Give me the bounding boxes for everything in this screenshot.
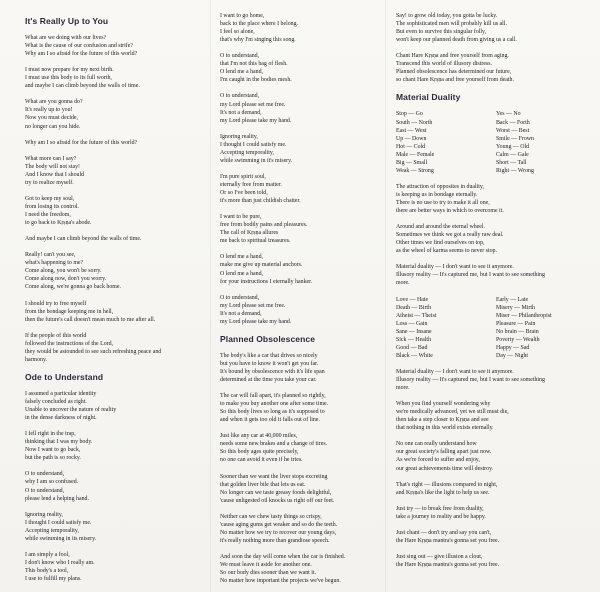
lyric-line: 'cause aging gums get weaker and so do the teeth. [220, 521, 338, 528]
lyric-line: If the people of this world [25, 332, 87, 339]
lyric-line: The sophisticated men will probably kill us all. [396, 21, 507, 28]
lyric-line: Illusory reality — It's captured me, but I want to see something [396, 272, 545, 279]
lyric-line: from losing its control. [25, 203, 79, 210]
stanza [25, 139, 205, 147]
lyric-line: and maybe I can climb beyond the walls of time. [25, 83, 140, 90]
lyric-line: The body will not stay! [25, 163, 80, 170]
lyric-line: Unable to uncover the nature of reality [25, 407, 117, 414]
stanza [396, 400, 576, 432]
lyric-line: followed the instructions of the Lord, [25, 340, 114, 347]
lyric-line: Accepting temporality, [25, 527, 79, 534]
column-left [25, 12, 205, 591]
lyric-line: But even to survive this singular folly, [396, 29, 487, 36]
lyric-line: then the future's call doesn't mean much to me after all. [25, 316, 156, 323]
song-title: Material Duality [396, 92, 461, 103]
lyric-line: I thought I could satisfy me. [220, 141, 287, 148]
stanza [25, 34, 205, 58]
lyric-line: O to understand, [220, 53, 260, 60]
lyric-line: that golden liver bile that lets us eat. [220, 481, 306, 488]
opposite-pair: Sick — Health [396, 336, 432, 343]
lyric-line: O to understand, [220, 93, 260, 100]
lyric-line: more. [396, 385, 410, 392]
lyric-line: Ignoring reality, [220, 133, 258, 140]
opposite-pair: South — North [396, 119, 433, 126]
opposite-pair: Love — Hate [396, 296, 429, 303]
lyric-line: Sooner than we want the liver stops excreting [220, 473, 328, 480]
lyric-line: Really! can't you see, [25, 252, 76, 259]
stanza [220, 352, 368, 384]
lyric-line: I thought I could satisfy me. [25, 519, 92, 526]
opposites-column-right [496, 296, 576, 360]
stanza [25, 390, 205, 422]
lyric-line: harmony. [25, 356, 48, 363]
lyric-line: O to understand, [220, 294, 260, 301]
column-middle [220, 12, 368, 592]
opposite-pair: Male — Female [396, 151, 435, 158]
lyric-line: my Lord please set me free. [220, 101, 286, 108]
lyric-line: Now I want to go back, [25, 447, 81, 454]
lyric-line: We must leave it aside for another one. [220, 562, 312, 569]
lyric-line: to make you buy another one after some time. [220, 401, 329, 408]
lyric-line: Come along, you won't be sorry. [25, 268, 102, 275]
lyric-line: And I know that I should [25, 171, 85, 178]
lyric-line: Just sing out — give illusion a clout, [396, 554, 483, 561]
opposites-list [396, 110, 576, 174]
lyric-line: The car will fall apart, it's planned so rightly, [220, 393, 326, 400]
lyric-line: I feel so alone, [220, 29, 255, 36]
lyric-line: free from bodily pains and pleasures. [220, 222, 308, 229]
lyric-line: while swimming in it's misery. [220, 157, 293, 164]
lyric-line: it's more than just childish chatter. [220, 198, 301, 205]
lyric-line: from the bondage keeping me in hell, [25, 308, 114, 315]
opposite-pair: Yes — No [496, 111, 521, 118]
lyric-line: So our body dies sooner than we want it. [220, 570, 317, 577]
lyric-line: I fell right in the trap, [25, 431, 76, 438]
opposite-pair: Black — White [396, 352, 433, 359]
stanza [25, 155, 205, 187]
stanza [396, 529, 576, 545]
lyric-line: but the path is so rocky. [25, 455, 81, 462]
opposites-column-right [496, 110, 576, 174]
lyric-line: So this body lives so long as it's supposed to [220, 409, 325, 416]
lyric-line: Just chant — don't try and say you can't, [396, 529, 492, 536]
lyric-line: Say! to grow old today, you gotta be lucky. [396, 13, 498, 19]
lyric-line: I want to go home, [220, 13, 265, 19]
lyric-line: And maybe I can climb beyond the walls of time. [25, 236, 142, 243]
lyric-line: It's really up to you! [25, 107, 73, 114]
lyric-line: eternally free from matter. [220, 181, 282, 188]
lyric-line: No matter how we try to recover our young days, [220, 529, 337, 536]
stanza [25, 430, 205, 462]
lyric-line: No one can really understand how [396, 441, 477, 448]
stanza [220, 294, 368, 326]
lyric-line: I'm pure spirit soul, [220, 173, 266, 180]
lyric-line: my Lord please take my hand. [220, 318, 292, 325]
lyric-line: it's really nothing more than grandiose speech. [220, 537, 330, 544]
opposite-pair: Day — Night [496, 352, 529, 359]
opposite-pair: Misery — Mirth [496, 304, 535, 311]
lyric-line: please lend a helping hand. [25, 495, 89, 502]
lyric-line: as the wheel of karma seems to never stop. [396, 248, 497, 255]
opposite-pair: Poverty — Wealth [496, 336, 540, 343]
lyric-line: thinking that I was my body. [25, 439, 93, 446]
lyric-line: It's not a demand, [220, 310, 262, 317]
stanza [25, 66, 205, 90]
stanza [25, 195, 205, 227]
lyric-line: make me give up material anchors. [220, 262, 303, 269]
stanza [396, 505, 576, 521]
lyric-line: there are better ways in which to overcome it. [396, 208, 504, 215]
lyric-line: then take a step closer to Kṛṣṇa and see [396, 417, 489, 424]
song-title: Planned Obsolescence [220, 333, 316, 344]
opposite-pair: No brain — Brain [496, 328, 539, 335]
stanza [220, 92, 368, 124]
lyric-line: what's happening to me? [25, 260, 84, 267]
opposite-pair: Stop — Go [396, 111, 423, 118]
opposite-pair: Right — Wrong [496, 167, 534, 174]
lyric-line: Around and around the eternal wheel. [396, 224, 485, 231]
opposite-pair: Smile — Frown [496, 135, 534, 142]
opposite-pair: Loss — Gain [396, 320, 428, 327]
stanza [25, 470, 205, 502]
lyric-line: needs some new brakes and a change of tires. [220, 441, 328, 448]
opposite-pair: Weak — Strong [396, 167, 434, 174]
lyric-line: O lend me a hand, [220, 254, 264, 261]
lyric-line: This body's a tool, [25, 568, 69, 574]
lyric-line: The body's like a car that drives so nicely [220, 352, 318, 359]
opposite-pair: Big — Small [396, 159, 428, 166]
opposite-pair: Miser — Philanthropist [496, 312, 552, 319]
opposites-list [396, 296, 576, 360]
lyric-line: I assumed a particular identity [25, 390, 97, 397]
lyric-line: they would be astounded to see such refreshing peace and [25, 348, 162, 355]
lyric-line: Why am I so afraid for the future of this world? [25, 51, 138, 58]
lyric-line: Why am I so afraid for the future of this world? [25, 139, 138, 146]
lyric-line: determined at the time you take your car. [220, 377, 317, 384]
stanza [396, 368, 576, 392]
opposite-pair: Pleasure — Pain [496, 320, 536, 327]
lyric-line: we're medically advanced, yet we still must die, [396, 409, 509, 416]
stanza [220, 52, 368, 84]
stanza [25, 251, 205, 291]
stanza [220, 133, 368, 165]
opposite-pair: Worst — Best [496, 127, 530, 134]
lyric-line: I must now prepare for my next birth. [25, 67, 114, 74]
lyric-line: that I'm not this bag of flesh. [220, 61, 288, 68]
lyric-line: that nothing in this world exists eternally. [396, 425, 494, 432]
stanza [220, 213, 368, 245]
stanza [25, 551, 205, 583]
lyric-line: our great society's falling apart just now. [396, 449, 492, 456]
lyric-line: Sometimes we think we got a really raw deal. [396, 232, 504, 239]
lyric-line: Got to keep my soul, [25, 195, 75, 202]
opposite-pair: Calm — Gale [496, 151, 529, 158]
lyric-line: Transcend this world of illusory distress. [396, 61, 492, 68]
opposite-pair: Up — Down [396, 135, 427, 142]
lyric-line: O to understand, [25, 487, 65, 494]
opposite-pair: Short — Tall [496, 159, 527, 166]
lyric-line: I use to fulfill my plans. [25, 576, 82, 583]
lyric-line: So this body ages quite precisely, [220, 449, 299, 456]
lyric-line: I don't know who I really am. [25, 559, 95, 566]
lyric-line: What are we doing with our lives? [25, 35, 107, 41]
song-title: It's Really Up to You [25, 16, 109, 26]
opposite-pair: Good — Bad [396, 344, 428, 351]
lyric-line: O to understand, [25, 471, 65, 478]
fold-line [210, 0, 211, 592]
lyric-line: Or so I've been told, [220, 190, 268, 197]
opposites-column-left [396, 110, 484, 174]
lyric-line: Just try — to break free from duality, [396, 505, 484, 512]
lyric-line: Other times we find ourselves on top, [396, 240, 485, 247]
stanza [25, 235, 205, 243]
lyric-line: and Kṛṣṇa's like the light to help us see. [396, 489, 490, 496]
lyric-line: no one can avoid it even if he tries. [220, 457, 303, 464]
lyric-line: for your instructions I eternally hanker. [220, 278, 313, 285]
lyric-line: Just like any car at 40,000 miles, [220, 433, 298, 440]
lyric-line: As we're forced to suffer and enjoy, [396, 457, 480, 464]
lyric-line: I want to be pure, [220, 214, 262, 221]
lyric-line: Come along, we're gonna go back home. [25, 284, 121, 291]
lyric-line: And soon the day will come when the car is finished. [220, 554, 346, 561]
lyric-line: I am simply a fool, [25, 551, 70, 558]
lyric-line: O lend me a hand, [220, 270, 264, 277]
lyric-line: to go back to Kṛṣṇa's abode. [25, 220, 92, 227]
lyric-line: me back to spiritual treasures. [220, 238, 291, 245]
opposite-pair: Young — Old [496, 143, 530, 150]
stanza [396, 263, 576, 287]
stanza [220, 392, 368, 424]
opposite-pair: Sane — Insane [396, 328, 432, 335]
lyric-line: try to realize myself. [25, 179, 74, 186]
lyric-line: Neither can we chew tasty things so crispy, [220, 513, 322, 520]
lyric-line: and when it gets too old it falls out of line. [220, 417, 320, 424]
lyric-line: no longer can you hide. [25, 123, 81, 130]
lyric-line: in the dense darkness of night. [25, 415, 97, 422]
stanza [396, 52, 576, 84]
lyric-line: No longer can we taste greasy foods delightful, [220, 489, 332, 496]
lyric-line: why I am so confused. [25, 479, 79, 486]
opposite-pair: Atheist — Theist [396, 312, 437, 319]
opposite-pair: Happy — Sad [496, 344, 530, 351]
stanza [220, 432, 368, 464]
stanza [396, 440, 576, 472]
lyric-line: Material duality — I don't want to see it anymore. [396, 264, 514, 271]
lyric-line: Accepting temporality, [220, 149, 274, 156]
stanza [396, 553, 576, 569]
opposite-pair: East — West [396, 127, 427, 134]
stanza [25, 511, 205, 543]
opposite-pair: Early — Late [496, 296, 529, 303]
lyric-line: 'cause unligested oil knocks us right off our feet. [220, 497, 335, 504]
lyric-line: When you find yourself wondering why [396, 401, 491, 408]
lyric-line: There is no use to try to make it all one, [396, 199, 490, 206]
lyric-line: Chant Hare Kṛṣṇa and free yourself from aging. [396, 53, 509, 60]
lyric-line: Material duality — I don't want to see it anymore. [396, 368, 514, 375]
lyric-line: It's not a demand, [220, 109, 262, 116]
fold-line [385, 0, 386, 592]
lyric-line: Planned obsolescence has determined our future, [396, 69, 512, 76]
lyric-line: won't keep our planned death from giving us a call. [396, 37, 517, 44]
lyric-line: I must use this body to its full worth, [25, 75, 112, 82]
stanza [220, 173, 368, 205]
lyric-line: That's right — illusions compared to night, [396, 481, 498, 488]
stanza [220, 253, 368, 285]
lyric-line: my Lord please take my hand. [220, 117, 292, 124]
stanza [396, 481, 576, 497]
lyric-line: back to the place where I belong. [220, 21, 299, 28]
lyric-line: I'm caught in the bodies mesh. [220, 77, 292, 84]
lyric-line: falsely concluded as right. [25, 399, 87, 406]
lyric-line: Illusory reality — It's captured me, but I want to see something [396, 377, 545, 384]
lyric-line: It's bound by obsolescence with it's life span [220, 368, 325, 375]
opposite-pair: Hot — Cold [396, 143, 426, 150]
lyric-line: more. [396, 280, 410, 287]
lyric-line: What are you gonna do? [25, 99, 83, 106]
lyric-line: my Lord please set me free. [220, 302, 286, 309]
opposites-column-left [396, 296, 484, 360]
opposite-pair: Back — Forth [496, 119, 530, 126]
lyric-line: is keeping us in bondage eternally. [396, 191, 478, 198]
stanza [25, 98, 205, 130]
stanza [396, 223, 576, 255]
lyric-line: No matter how important the projects we've begun. [220, 578, 341, 585]
song-title: Ode to Understand [25, 371, 104, 382]
stanza [220, 473, 368, 505]
lyric-line: I should try to free myself [25, 300, 87, 307]
lyric-line: O lend me a hand, [220, 69, 264, 76]
lyric-line: Come along now, don't you worry. [25, 276, 107, 283]
lyric-line: take a journey to reality and be happy. [396, 513, 486, 520]
lyric-line: What is the cause of our confusion and strife? [25, 43, 133, 50]
lyric-line: our great achievements time will destroy. [396, 465, 494, 472]
stanza [25, 300, 205, 324]
stanza [25, 332, 205, 364]
lyric-line: What more can I say? [25, 155, 77, 162]
stanza [396, 183, 576, 215]
lyric-line: The attraction of opposites in duality, [396, 183, 484, 190]
stanza [220, 513, 368, 545]
lyric-line: that's why I'm singing this song. [220, 37, 296, 44]
lyric-line: the Hare Kṛṣṇa mantra's gonna set you free. [396, 562, 500, 569]
stanza [220, 12, 368, 44]
lyric-line: so chant Hare Kṛṣṇa and free yourself from death. [396, 77, 514, 84]
lyric-line: The call of Kṛṣṇa allures [220, 230, 279, 237]
opposite-pair: Death — Birth [396, 304, 432, 311]
lyric-line: but you have to know it won't get you far. [220, 360, 319, 367]
lyric-line: the Hare Kṛṣṇa mantra's gonna set you free. [396, 537, 500, 544]
lyric-line: while swimming in its misery. [25, 535, 97, 542]
lyric-line: Now you must decide, [25, 115, 79, 122]
stanza [220, 553, 368, 585]
column-right [396, 12, 576, 577]
lyric-line: I need the freedom, [25, 212, 71, 219]
lyric-line: Ignoring reality, [25, 511, 63, 518]
stanza [396, 12, 576, 44]
